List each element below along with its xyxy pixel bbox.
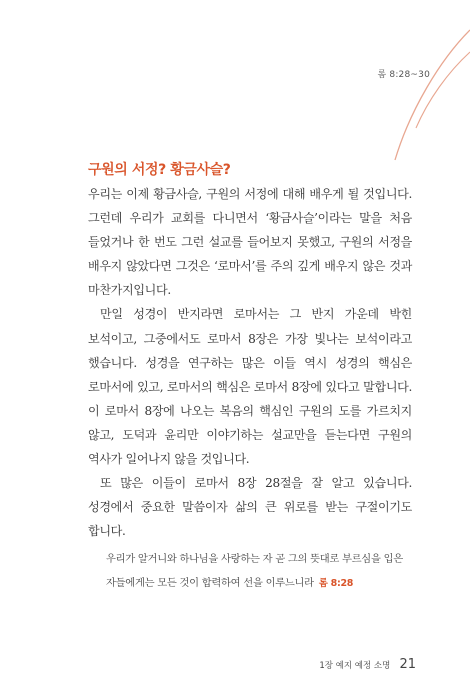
paragraph: 우리는 이제 황금사슬, 구원의 서정에 대해 배우게 될 것입니다. 그런데 우리가 교회를 다니면서 ‘황금사슬’이라는 말을 처음 들었거나 한 번도 그런 설교를 들어보지 못했고, 구원의 서정을 배우지 않았다면 그것은 ‘로마서’를 주의 깊게 배우지 않은 것과 마찬가지입니다. (88, 187, 412, 298)
quote-text: 우리가 알거니와 하나님을 사랑하는 자 곧 그의 뜻대로 부르심을 입은 자들에게는 모든 것이 합력하여 선을 이루느니라 (106, 553, 403, 589)
paragraph: 만일 성경이 반지라면 로마서는 그 반지 가운데 박힌 보석이고, 그중에서도 로마서 8장은 가장 빛나는 보석이라고 했습니다. 성경을 연구하는 많은 이들 역시 성경의 핵심은 로마서에 있고, 로마서의 핵심은 로마서 8장에 있다고 말합니다. 이 로마서 8장에 나오는 복음의 핵심인 구원의 도를 가르치지 않고, 도덕과 윤리만 이야기하는 설교만을 듣는다면 구원의 역사가 일어나지 않을 것입니다. (88, 307, 412, 467)
decorative-arc-outer (395, 30, 470, 160)
quote-reference: 롬 8:28 (318, 578, 354, 589)
page-number: 21 (399, 657, 416, 672)
paragraph: 또 많은 이들이 로마서 8장 28절을 잘 알고 있습니다. 성경에서 중요한 말씀이자 삶의 큰 위로를 받는 구절이기도 합니다. (88, 476, 412, 539)
scripture-reference-header: 롬 8:28~30 (377, 70, 430, 80)
scripture-quote (106, 547, 416, 596)
section-title: 구원의 서정? 황금사슬? (88, 162, 231, 178)
body-text (88, 182, 412, 543)
page-footer (319, 653, 416, 672)
chapter-label: 1장 예지 예정 소명 (319, 661, 391, 671)
